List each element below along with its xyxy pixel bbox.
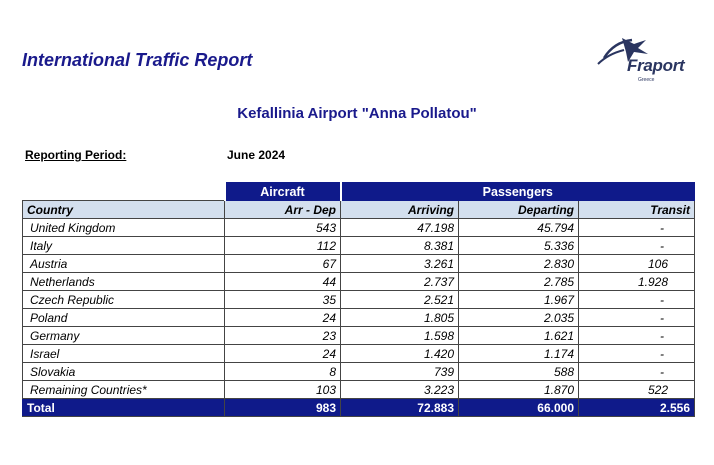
total-departing: 66.000 [459, 399, 579, 417]
cell-arriving: 3.223 [341, 381, 459, 399]
cell-departing: 5.336 [459, 237, 579, 255]
cell-arriving: 2.521 [341, 291, 459, 309]
total-row [23, 399, 695, 417]
col-header-transit: Transit [579, 201, 695, 219]
cell-arr-dep: 112 [225, 237, 341, 255]
cell-transit: 106 [579, 255, 695, 273]
logo-sub: Greece [638, 77, 655, 83]
cell-transit: - [579, 345, 695, 363]
cell-transit: - [579, 327, 695, 345]
cell-transit: - [579, 363, 695, 381]
cell-transit: 1.928 [579, 273, 695, 291]
cell-country: Poland [23, 309, 225, 327]
cell-transit: - [579, 291, 695, 309]
cell-arr-dep: 67 [225, 255, 341, 273]
cell-country: Italy [23, 237, 225, 255]
cell-departing: 2.035 [459, 309, 579, 327]
cell-departing: 1.967 [459, 291, 579, 309]
cell-arriving: 739 [341, 363, 459, 381]
cell-country: Austria [23, 255, 225, 273]
cell-arriving: 1.805 [341, 309, 459, 327]
cell-country: Remaining Countries* [23, 381, 225, 399]
table-row [23, 327, 695, 345]
traffic-table [22, 182, 695, 417]
table-row [23, 345, 695, 363]
cell-arriving: 1.598 [341, 327, 459, 345]
group-header-blank [23, 183, 225, 201]
col-header-arriving: Arriving [341, 201, 459, 219]
cell-arr-dep: 44 [225, 273, 341, 291]
cell-country: Slovakia [23, 363, 225, 381]
cell-arr-dep: 8 [225, 363, 341, 381]
total-arriving: 72.883 [341, 399, 459, 417]
cell-transit: - [579, 309, 695, 327]
cell-departing: 45.794 [459, 219, 579, 237]
fraport-logo [594, 36, 694, 86]
cell-arr-dep: 35 [225, 291, 341, 309]
period-label: Reporting Period: [25, 148, 127, 162]
cell-departing: 2.830 [459, 255, 579, 273]
cell-departing: 1.870 [459, 381, 579, 399]
table-row [23, 237, 695, 255]
total-arr-dep: 983 [225, 399, 341, 417]
cell-departing: 1.174 [459, 345, 579, 363]
cell-country: Czech Republic [23, 291, 225, 309]
total-transit: 2.556 [579, 399, 695, 417]
cell-transit: 522 [579, 381, 695, 399]
cell-arr-dep: 543 [225, 219, 341, 237]
period-value: June 2024 [227, 148, 286, 162]
cell-country: Germany [23, 327, 225, 345]
column-header-row [23, 201, 695, 219]
col-header-country: Country [23, 201, 225, 219]
cell-arr-dep: 24 [225, 309, 341, 327]
cell-arriving: 8.381 [341, 237, 459, 255]
col-header-departing: Departing [459, 201, 579, 219]
cell-transit: - [579, 237, 695, 255]
cell-arr-dep: 23 [225, 327, 341, 345]
table-row [23, 309, 695, 327]
cell-country: United Kingdom [23, 219, 225, 237]
report-title: International Traffic Report [22, 50, 253, 70]
cell-country: Israel [23, 345, 225, 363]
col-header-arr-dep: Arr - Dep [225, 201, 341, 219]
cell-arr-dep: 24 [225, 345, 341, 363]
table-row [23, 363, 695, 381]
table-row [23, 219, 695, 237]
group-aircraft: Aircraft [225, 183, 341, 201]
airport-title: Kefallinia Airport "Anna Pollatou" [237, 105, 477, 122]
group-passengers: Passengers [341, 183, 695, 201]
total-label: Total [23, 399, 225, 417]
cell-country: Netherlands [23, 273, 225, 291]
cell-departing: 1.621 [459, 327, 579, 345]
cell-departing: 588 [459, 363, 579, 381]
cell-arr-dep: 103 [225, 381, 341, 399]
table-row [23, 291, 695, 309]
table-row [23, 381, 695, 399]
cell-arriving: 2.737 [341, 273, 459, 291]
cell-arriving: 1.420 [341, 345, 459, 363]
cell-transit: - [579, 219, 695, 237]
table-row [23, 255, 695, 273]
group-header-row [23, 183, 695, 201]
logo-name: Fraport [627, 56, 685, 75]
cell-arriving: 47.198 [341, 219, 459, 237]
cell-departing: 2.785 [459, 273, 579, 291]
cell-arriving: 3.261 [341, 255, 459, 273]
table-row [23, 273, 695, 291]
